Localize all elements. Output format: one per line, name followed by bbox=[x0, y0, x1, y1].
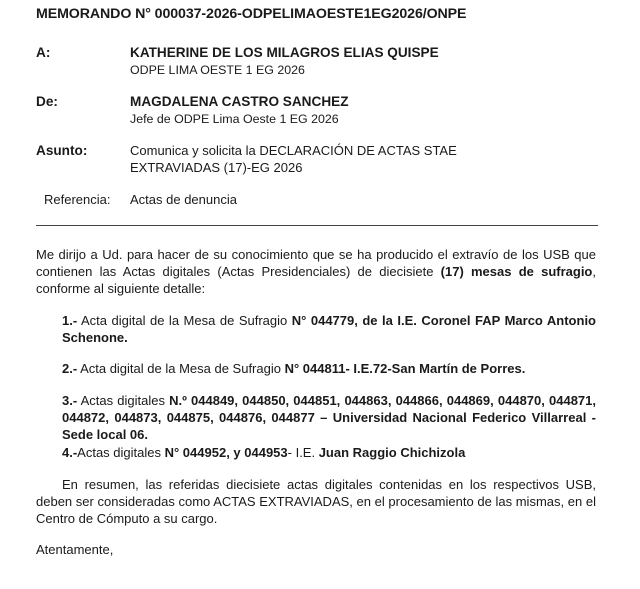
item-4-bold-1: N° 044952, y 044953 bbox=[164, 445, 288, 460]
subject-label: Asunto: bbox=[36, 143, 88, 158]
reference-text: Actas de denuncia bbox=[130, 192, 237, 207]
separator-line bbox=[36, 225, 598, 226]
intro-text-1: Me dirijo a Ud. para hacer de su conocimiento que se ha producido el extravío de los USB que contienen las Actas digitales (Actas Presidenciales) de diecisiete bbox=[36, 247, 596, 279]
item-2-text: Acta digital de la Mesa de Sufragio bbox=[77, 361, 285, 376]
subject-text bbox=[130, 143, 560, 176]
list-item-1 bbox=[62, 312, 596, 346]
item-4-text: Actas digitales bbox=[77, 445, 165, 460]
item-2-number: 2.- bbox=[62, 361, 78, 376]
list-item-4 bbox=[62, 444, 596, 461]
intro-bold: (17) mesas de sufragio bbox=[440, 264, 593, 279]
memo-title: MEMORANDO N° 000037-2026-ODPELIMAOESTE1EG2026/ONPE bbox=[36, 6, 467, 22]
sender-position: Jefe de ODPE Lima Oeste 1 EG 2026 bbox=[130, 112, 339, 126]
item-3-number: 3.- bbox=[62, 393, 78, 408]
list-item-2 bbox=[62, 360, 596, 377]
summary-paragraph: En resumen, las referidas diecisiete actas digitales contenidas en los respectivos USB, deben ser consideradas como ACTAS EXTRAVIADAS, en el procesamiento de las mismas, en el Centro de Cómputo a su cargo. bbox=[36, 477, 596, 526]
item-1-bold: N° 044779, de la I.E. Coronel FAP Marco Antonio Schenone. bbox=[62, 313, 596, 345]
intro-paragraph bbox=[36, 246, 596, 297]
subject-line-1: Comunica y solicita la DECLARACIÓN DE ACTAS STAE bbox=[130, 143, 457, 158]
closing-text: Atentamente, bbox=[36, 542, 114, 557]
item-3-bold: N.º 044849, 044850, 044851, 044863, 044866, 044869, 044870, 044871, 044872, 044873, 044875, 044876, 044877 – Universidad Nacional Federico Villarreal - Sede local 06. bbox=[62, 393, 597, 442]
to-label: A: bbox=[36, 45, 51, 60]
item-1-text: Acta digital de la Mesa de Sufragio bbox=[77, 313, 292, 328]
item-4-text-2: - I.E. bbox=[287, 445, 319, 460]
recipient-office: ODPE LIMA OESTE 1 EG 2026 bbox=[130, 63, 305, 77]
recipient-name: KATHERINE DE LOS MILAGROS ELIAS QUISPE bbox=[130, 45, 439, 60]
item-3-text: Actas digitales bbox=[77, 393, 170, 408]
list-item-3 bbox=[62, 392, 596, 443]
item-2-bold: N° 044811- I.E.72-San Martín de Porres. bbox=[284, 361, 526, 376]
subject-line-2: EXTRAVIADAS (17)-EG 2026 bbox=[130, 159, 303, 175]
item-1-number: 1.- bbox=[62, 313, 78, 328]
reference-label: Referencia: bbox=[44, 192, 111, 207]
from-label: De: bbox=[36, 94, 58, 109]
item-4-bold-2: Juan Raggio Chichizola bbox=[318, 445, 466, 460]
item-4-number: 4.- bbox=[62, 445, 78, 460]
sender-name: MAGDALENA CASTRO SANCHEZ bbox=[130, 94, 349, 109]
intro-text-2: , conforme al siguiente detalle: bbox=[36, 264, 596, 296]
